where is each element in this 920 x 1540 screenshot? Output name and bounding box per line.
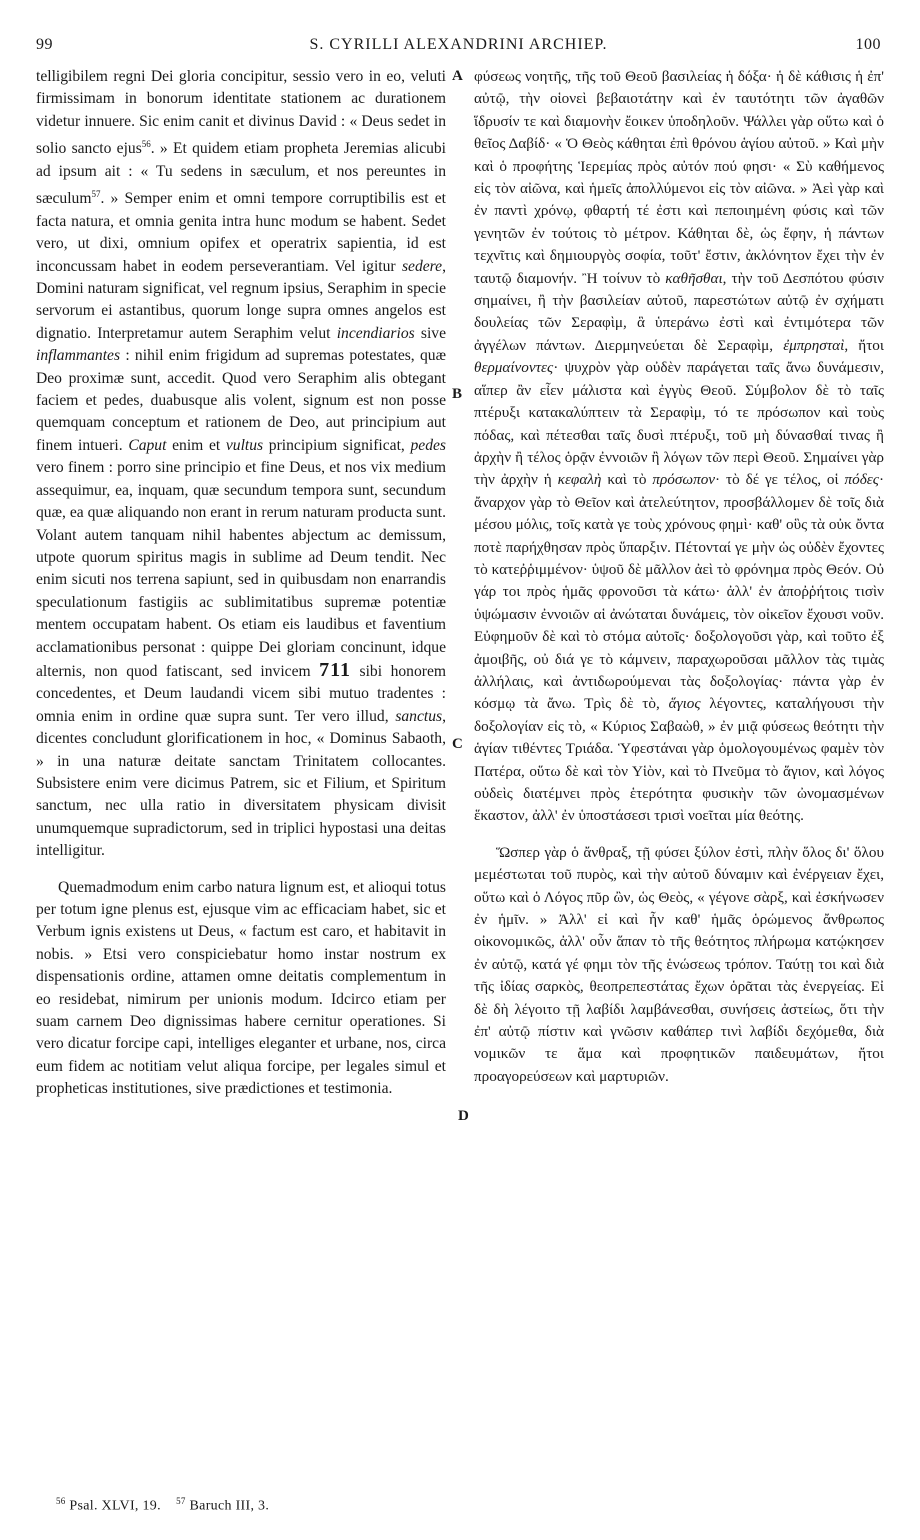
greek-text: · ἄναρχον γὰρ τὸ Θεῖον καὶ ἀτελεύτητον, προσβάλλομεν δὲ τοῖς διὰ μέσου μόλις, τοῖς κατὰ γε τοὺς χρόνους φημὶ· καθ' οὓς τὰ οὐκ ὄντα ποτὲ παρήχθησαν πρὸς ὕπαρξιν. Πέτονταί γε μὴν ὡς οὐδὲν ἔχοντες τὸ κατεῤῥιμμένον· ὑψοῦ δὲ μᾶλλον ἀεὶ τὸ φρόνημα πρὸς Θεόν. Οὐ γάρ τοι πρὸς ἡμᾶς φρονοῦσι τὰ κάτω· ἀλλ' ἐν ἀποῤῥήτοις τισὶν ὑψώμασιν ἐννοιῶν αἱ ἀνώταται δυνάμεις, τὸν οἰκεῖον ἔχουσι νοῦν. Εὐφημοῦν δὲ καὶ τὸ στόμα αὐτοῖς· δοξολογοῦσι γὰρ, καὶ τοῦτο ἐξ ἀμοιβῆς, οὐ διά γε τὸ κάμνειν, παραχωροῦσαι μᾶλλον τὰς τιμὰς ἀλλήλαις, καὶ ἀντιδωρούμεναι τὰς δοξολογίας· πάντα γὰρ ἐν κόσμῳ τὰ ἄνω. Τρὶς δὲ τὸ, [474, 471, 884, 713]
latin-text: vero finem : porro sine principio et fine Deus, et nos vix medium assequimur, ea, inquam, quæ secundum tempora sunt, secundum quæ, ea quæ aliquando non erant in rerum naturam producta sunt. Volant autem tanquam nihil habentes abjectum ac demissum, utpote quorum spiritus magis in sublime ad Deum tendit. Nec enim sicuti nos terrena sapiunt, sed in quibusdam non enarrandis speculationum fastigiis ac sublimitatibus supremæ potentiæ mentem occupatam habent. Os etiam eis laudibus et faventium acclamationibus personat : quippe Dei gloriam concinunt, idque alternis, non quod fatiscant, sed invicem [36, 459, 446, 680]
footnote-ref-56: 56 [141, 139, 151, 150]
latin-italic-term: pedes [410, 436, 446, 454]
greek-text: , τὴν τοῦ Δεσπότου φύσιν σημαίνει, ἢ τὴν βασιλείαν αὐτοῦ, παρεστώτων αὐτῷ ἐν σχήματι δουλείας τῶν Σεραφὶμ, ἃ ὑπεράνω ἐστὶ καὶ ἐντιμότερα τῶν ἀγγέλων πάντων. Διερμηνεύεται δὲ Σεραφὶμ, [474, 269, 885, 354]
latin-italic-term: sedere [401, 257, 443, 275]
greek-text: , ἤτοι [844, 336, 884, 354]
latin-text: . » Et quidem etiam propheta Jeremias alicubi ad ipsum ait : « Tu sedens in sæculum, et nos pereuntes in sæculum [36, 140, 446, 208]
greek-text: καὶ τὸ [601, 471, 653, 489]
greek-italic-term: πρόσωπον [652, 471, 716, 489]
greek-italic-term: ἐμπρησταὶ [783, 336, 845, 354]
greek-column [474, 66, 884, 1088]
latin-text: principium significat, [263, 436, 411, 454]
margin-marker-d: D [458, 1108, 469, 1124]
latin-italic-term: inflammantes [36, 347, 121, 365]
latin-text: . » Semper enim et omni tempore corruptibilis est et facta natura, et omnia genita intra hunc modum se habent. Sedet vero, ut dixi, omnium opifex et operatrix sapientia, id est inconcussam habet in eodem perseverantiam. Vel igitur [36, 190, 446, 275]
greek-italic-term: θερμαίνοντες [474, 359, 554, 377]
running-header [36, 36, 881, 62]
latin-text: enim et [166, 436, 226, 454]
running-title: S. CYRILLI ALEXANDRINI ARCHIEP. [309, 36, 608, 53]
column-number-711: 711 [319, 658, 352, 681]
latin-text: sibi honorem concedentes, et Deum laudandi vicem sibi mutuo tradentes : omnia enim in ordine quæ supra sunt. Ter vero illud, [36, 662, 446, 725]
greek-italic-term: κεφαλὴ [557, 471, 602, 489]
greek-text: · ψυχρὸν γὰρ οὐδὲν παράγεται ταῖς ἄνω δυνάμεσιν, αἵπερ ἂν εἶεν μάλιστα καὶ ἐγγὺς Θεοῦ. Σύμβολον δὲ τὸ ταῖς πτέρυξι κατακαλύπτειν τὰ Σεραφὶμ, τό τε πρόσωπον καὶ τοὺς πόδας, καὶ πέτεσθαι ταῖς δυσὶ πτέρυξι, τοῦ μὴ δύνασθαί τινας ἢ ἀρχὴν ἢ τέλος ὁρᾷν ἐννοιῶν ἢ λόγων τῶν περὶ Θεοῦ. Σημαίνει γὰρ τὴν ἀρχὴν ἡ [474, 359, 884, 489]
latin-paragraph-1 [36, 66, 446, 863]
greek-paragraph-2: Ὥσπερ γὰρ ὁ ἄνθραξ, τῇ φύσει ξύλον ἐστὶ, πλὴν ὅλος δι' ὅλου μεμέστωται τοῦ πυρὸς, καὶ τὴν αὐτοῦ δύναμιν καὶ ἐνέργειαν ἔχει, οὕτω καὶ ὁ Λόγος πῦρ ὢν, ὡς Θεὸς, « γέγονε σὰρξ, καὶ ἐσκήνωσεν ἐν ἡμῖν. » Ἀλλ' εἰ καὶ ἦν καθ' ἡμᾶς ὁρώμενος ἄνθρωπος οἰκονομικῶς, ἀλλ' οὖν ἅπαν τὸ τῆς θεότητος πλήρωμα κατῴκησεν ἐν αὐτῷ, κατά γέ φημι τὸν τῆς ἑνώσεως τρόπον. Ταύτῃ τοι καὶ διὰ τῆς ἰδίας σαρκὸς, θεοπρεπεστάτας ἔχων ὁρᾶται τὰς ἐνεργείας. Εἰ δὲ δὴ λέγοιτο τῇ λαβίδι λαμβάνεσθαι, συνήσεις ἀστείως, ὅτι τὴν ἐπ' αὐτῷ πίστιν καὶ γνῶσιν καθάπερ τινὶ λαβίδι δεχόμεθα, διὰ νομικῶν τε ἅμα καὶ προφητικῶν παιδευμάτων, ἤτοι προαγορεύσεων καὶ μαρτυριῶν. [474, 843, 884, 1085]
footnote-text-57: Baruch III, 3. [189, 1498, 270, 1514]
latin-italic-term: Caput [128, 436, 167, 454]
footnote-number-56: 56 [56, 1496, 66, 1506]
latin-italic-term: incendiarios [336, 324, 415, 342]
latin-italic-term: vultus [225, 436, 264, 454]
page-number-right: 100 [855, 36, 881, 53]
greek-text: · τὸ δέ γε τέλος, οἱ [715, 471, 845, 489]
latin-text: telligibilem regni Dei gloria concipitur, sessio vero in eo, veluti firmissimam in bonorum identitate stationem ac durationem videtur innuere. Sic enim canit et divinus David : « Deus sedet in solio sancto ejus [36, 68, 446, 158]
latin-italic-term: sanctus [395, 707, 443, 725]
footnotes [56, 1496, 456, 1515]
latin-text: sive [414, 324, 446, 342]
margin-marker-c: C [452, 736, 463, 752]
greek-paragraph-1 [474, 66, 884, 828]
greek-text: φύσεως νοητῆς, τῆς τοῦ Θεοῦ βασιλείας ἡ δόξα· ἡ δὲ κάθισις ἡ ἐπ' αὐτῷ, τὴν οἱονεὶ βεβαιοτάτην καὶ ἐν ταυτότητι τῶν ἀγαθῶν ἵδρυσίν τε καὶ διαμονὴν ἔοικεν ὑποδηλοῦν. Ψάλλει γὰρ οὕτω καὶ ὁ θεῖος Δαβίδ· « Ὁ Θεὸς κάθηται ἐπὶ θρόνου ἁγίου αὐτοῦ. » Καὶ μὴν καὶ ὁ προφήτης Ἱερεμίας πρὸς αὐτόν πού φησι· « Σὺ καθήμενος εἰς τὸν αἰῶνα, καὶ ἡμεῖς ἀπολλύμενοι εἰς τὸν αἰῶνα. » Ἀεὶ γὰρ καὶ ἐν παντὶ χρόνῳ, φθαρτή τέ ἐστι καὶ πεποιημένη φύσις καὶ τῶν γενητῶν ἐν τούτοις τὸ μέτρον. Κάθηται δὲ, ὡς ἔφην, ἡ πάντων τεχνῖτις καὶ δημιουργὸς σοφία, τοῦτ' ἔστιν, ἀκλόνητον ἔχει τὴν ἐν ταυτῷ διαμονήν. Ἢ τοίνυν τὸ [474, 68, 884, 287]
latin-paragraph-2: Quemadmodum enim carbo natura lignum est, et alioqui totus per totum igne plenus est, ejusque vim ac efficaciam habet, sic et Verbum ignis existens ut Deus, « factum est caro, et habitavit in nobis. » Etsi vero conspiciebatur homo instar nostrum ex dispensationis ordine, attamen omne deitatis complementum in eo residebat, nimirum per unionis modum. Idcirco etiam per suam carnem Deo dignissimas habere cernitur operationes. Si vero dicatur forcipe capi, intelliges eleganter et urbane, nos, circa eum fidem ac notitiam velut aliqua forcipe, per legales simul et propheticas institutiones, sive prædictiones et testimonia. [36, 878, 446, 1098]
footnote-number-57: 57 [176, 1496, 186, 1506]
footnote-ref-57: 57 [91, 189, 101, 200]
latin-text: : nihil enim frigidum ad supremas potestates, quæ Deo proximæ sunt, accedit. Quod vero Seraphim alis obtegant faciem et pedes, duabusque alis volent, signum est non posse quemquam conceptum et rationem de Deo, aut principium aut finem intueri. [36, 347, 446, 454]
latin-column [36, 66, 446, 1101]
margin-marker-a: A [452, 68, 463, 84]
page-number-left: 99 [36, 36, 53, 53]
footnote-text-56: Psal. XLVI, 19. [69, 1498, 161, 1514]
greek-italic-term: πόδες [844, 471, 879, 489]
greek-italic-term: καθῆσθαι [665, 269, 723, 287]
latin-text: , Domini naturam significat, vel regnum ipsius, Seraphim in specie servorum ei astantibus, quorum longe supra omnes angelos est dignatio. Interpretamur autem Seraphim velut [36, 257, 446, 342]
margin-marker-b: B [452, 386, 463, 402]
greek-text: λέγοντες, καταλήγουσι τὴν δοξολογίαν εἰς τὸ, « Κύριος Σαβαὼθ, » ἐν μιᾷ φύσεως θεότητι τὴν ἁγίαν τιθέντες Τριάδα. Ὑφεστάναι γὰρ ὁμολογουμένως φαμὲν τὸν Πατέρα, οὕτω δὲ καὶ τὸν Υἱὸν, καὶ τὸ Πνεῦμα τὸ ἅγιον, καὶ λόγος οὐδεὶς διατέμνει πρὸς ἑτερότητα φυσικὴν τῶν ὠνομασμένων ἕκαστον, ἀλλ' ἐν ὑποστάσεσι τρισὶ νοεῖται μία θεότης. [474, 695, 884, 825]
greek-italic-term: ἅγιος [668, 695, 701, 713]
latin-text: , dicentes concludunt glorificationem in hoc, « Dominus Sabaoth, » in una naturæ deitate sanctam Trinitatem collocantes. Subsistere enim vere dicimus Patrem, sic et Filium, et Spiritum sanctum, nec ulla ratio in diversitatem physicam divisit unumquemque supradictorum, sed in triplici hypostasi una deitas intelligitur. [36, 707, 446, 860]
